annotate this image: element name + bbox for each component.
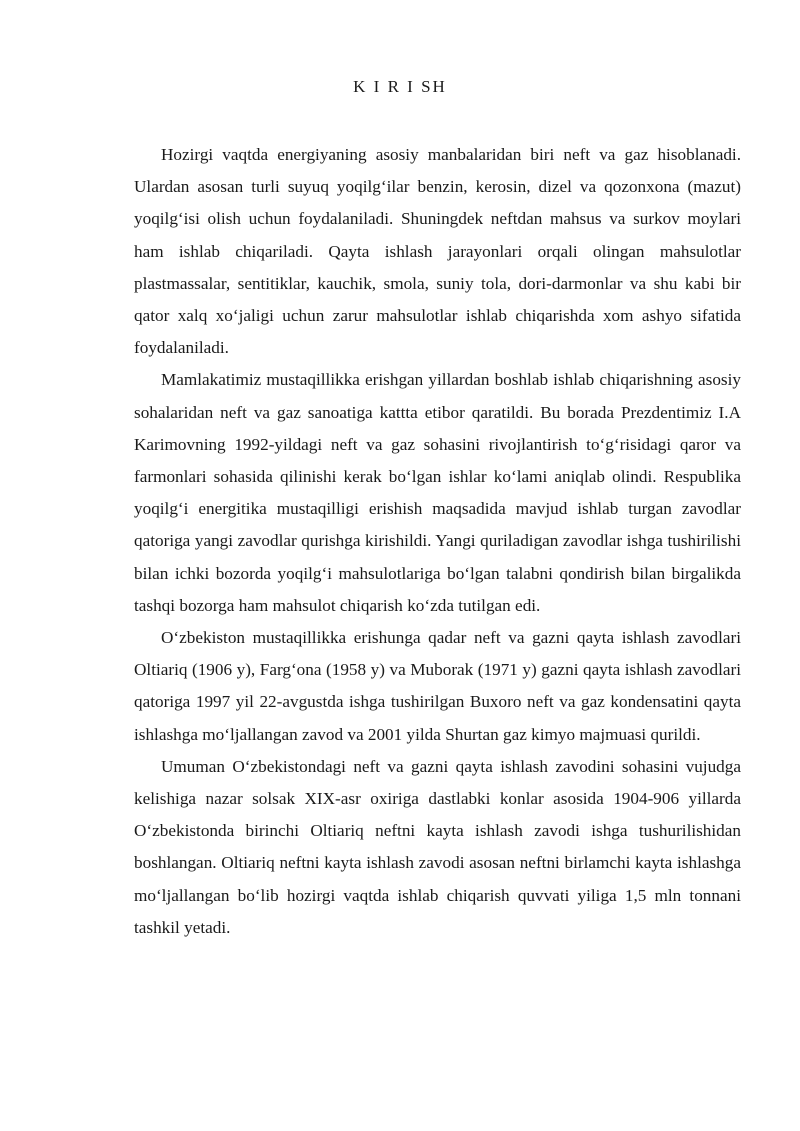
paragraph-4: Umuman O‘zbekistondagi neft va gazni qayta ishlash zavodini sohasini vujudga kelishiga nazar solsak XIX-asr oxiriga dastlabki konlar asosida 1904-906 yillarda O‘zbekistonda birinchi Oltiariq neftni kayta ishlash zavodi ishga tushurilishidan boshlangan. Oltiariq neftni kayta ishlash zavodi asosan neftni birlamchi kayta ishlashga mo‘ljallangan bo‘lib hozirgi vaqtda ishlab chiqarish quvvati yiliga 1,5 mln tonnani tashkil yetadi. <box>134 756 741 937</box>
page-title: K I R I SH <box>353 77 447 96</box>
body-text <box>134 139 741 944</box>
paragraph-2: Mamlakatimiz mustaqillikka erishgan yillardan boshlab ishlab chiqarishning asosiy sohalaridan neft va gaz sanoatiga kattta etibor qaratildi. Bu borada Prezdentimiz I.A Karimovning 1992-yildagi neft va gaz sohasini rivojlantirish to‘g‘risidagi qaror va farmonlari sohasida qilinishi kerak bo‘lgan ishlar ko‘lami aniqlab olindi. Respublika yoqilg‘i energitika mustaqilligi erishish maqsadida mavjud ishlab turgan zavodlar qatoriga yangi zavodlar qurishga kirishildi. Yangi quriladigan zavodlar ishga tushirilishi bilan ichki bozorda yoqilg‘i mahsulotlariga bo‘lgan talabni qondirish bilan birgalikda tashqi bozorga ham mahsulot chiqarish ko‘zda tutilgan edi. <box>134 370 741 615</box>
paragraph-3: O‘zbekiston mustaqillikka erishunga qadar neft va gazni qayta ishlash zavodlari Oltiariq (1906 y), Farg‘ona (1958 y) va Muborak (1971 y) gazni qayta ishlash zavodlari qatoriga 1997 yil 22-avgustda ishga tushirilgan Buxoro neft va gaz kondensatini qayta ishlashga mo‘ljallangan zavod va 2001 yilda Shurtan gaz kimyo majmuasi qurildi. <box>134 628 741 744</box>
paragraph-1: Hozirgi vaqtda energiyaning asosiy manbalaridan biri neft va gaz hisoblanadi. Ulardan asosan turli suyuq yoqilg‘ilar benzin, kerosin, dizel va qozonxona (mazut) yoqilg‘isi olish uchun foydalaniladi. Shuningdek neftdan mahsus va surkov moylari ham ishlab chiqariladi. Qayta ishlash jarayonlari orqali olingan mahsulotlar plastmassalar, sentitiklar, kauchik, smola, suniy tola, dori-darmonlar va shu kabi bir qator xalq xo‘jaligi uchun zarur mahsulotlar ishlab chiqarishda xom ashyo sifatida foydalaniladi. <box>134 145 741 358</box>
